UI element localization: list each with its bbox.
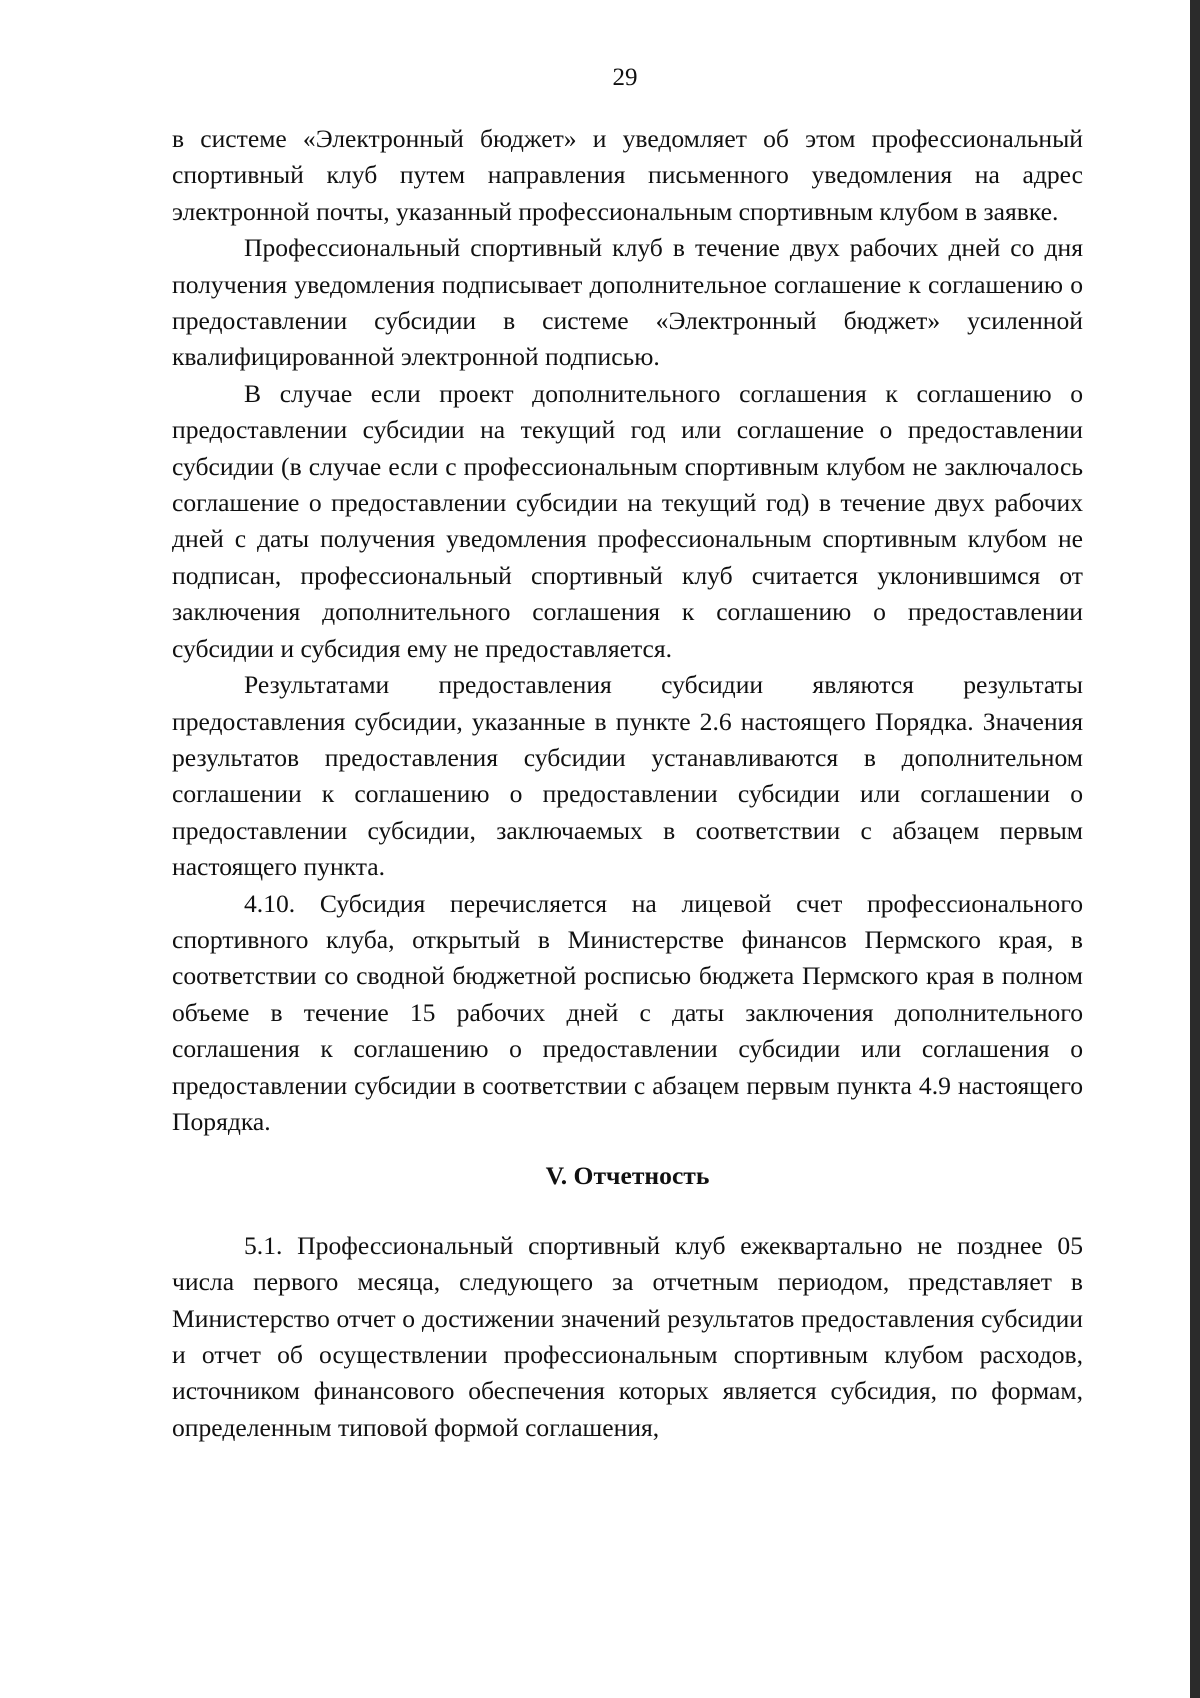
paragraph: Результатами предоставления субсидии являются результаты предоставления субсидии, указанные в пункте 2.6 настоящего Порядка. Значения результатов предоставления субсидии устанавливаются в дополнительном соглашении к соглашению о предоставлении субсидии или соглашении о предоставлении субсидии, заключаемых в соответствии с абзацем первым настоящего пункта. bbox=[172, 670, 1083, 882]
scan-edge bbox=[1190, 0, 1200, 1698]
document-body bbox=[172, 121, 1083, 1446]
page-number: 29 bbox=[612, 64, 638, 91]
paragraph: 5.1. Профессиональный спортивный клуб ежеквартально не позднее 05 числа первого месяца, следующего за отчетным периодом, представляет в Министерство отчет о достижении значений результатов предоставления субсидии и отчет об осуществлении профессиональным спортивным клубом расходов, источником финансового обеспечения которых является субсидия, по формам, определенным типовой формой соглашения, bbox=[172, 1230, 1083, 1442]
paragraph: в системе «Электронный бюджет» и уведомляет об этом профессиональный спортивный клуб путем направления письменного уведомления на адрес электронной почты, указанный профессиональным спортивным клубом в заявке. bbox=[172, 124, 1083, 226]
paragraph: 4.10. Субсидия перечисляется на лицевой счет профессионального спортивного клуба, открытый в Министерстве финансов Пермского края, в соответствии со сводной бюджетной росписью бюджета Пермского края в полном объеме в течение 15 рабочих дней с даты заключения дополнительного соглашения к соглашению о предоставлении субсидии или соглашения о предоставлении субсидии в соответствии с абзацем первым пункта 4.9 настоящего Порядка. bbox=[172, 888, 1083, 1136]
paragraph: Профессиональный спортивный клуб в течение двух рабочих дней со дня получения уведомления подписывает дополнительное соглашение к соглашению о предоставлении субсидии в системе «Электронный бюджет» усиленной квалифицированной электронной подписью. bbox=[172, 233, 1083, 372]
section-heading: V. Отчетность bbox=[545, 1161, 710, 1191]
paragraph: В случае если проект дополнительного соглашения к соглашению о предоставлении субсидии на текущий год или соглашение о предоставлении субсидии (в случае если с профессиональным спортивным клубом не заключалось соглашение о предоставлении субсидии на текущий год) в течение двух рабочих дней с даты получения уведомления профессиональным спортивным клубом не подписан, профессиональный спортивный клуб считается уклонившимся от заключения дополнительного соглашения к соглашению о предоставлении субсидии и субсидия ему не предоставляется. bbox=[172, 378, 1083, 663]
